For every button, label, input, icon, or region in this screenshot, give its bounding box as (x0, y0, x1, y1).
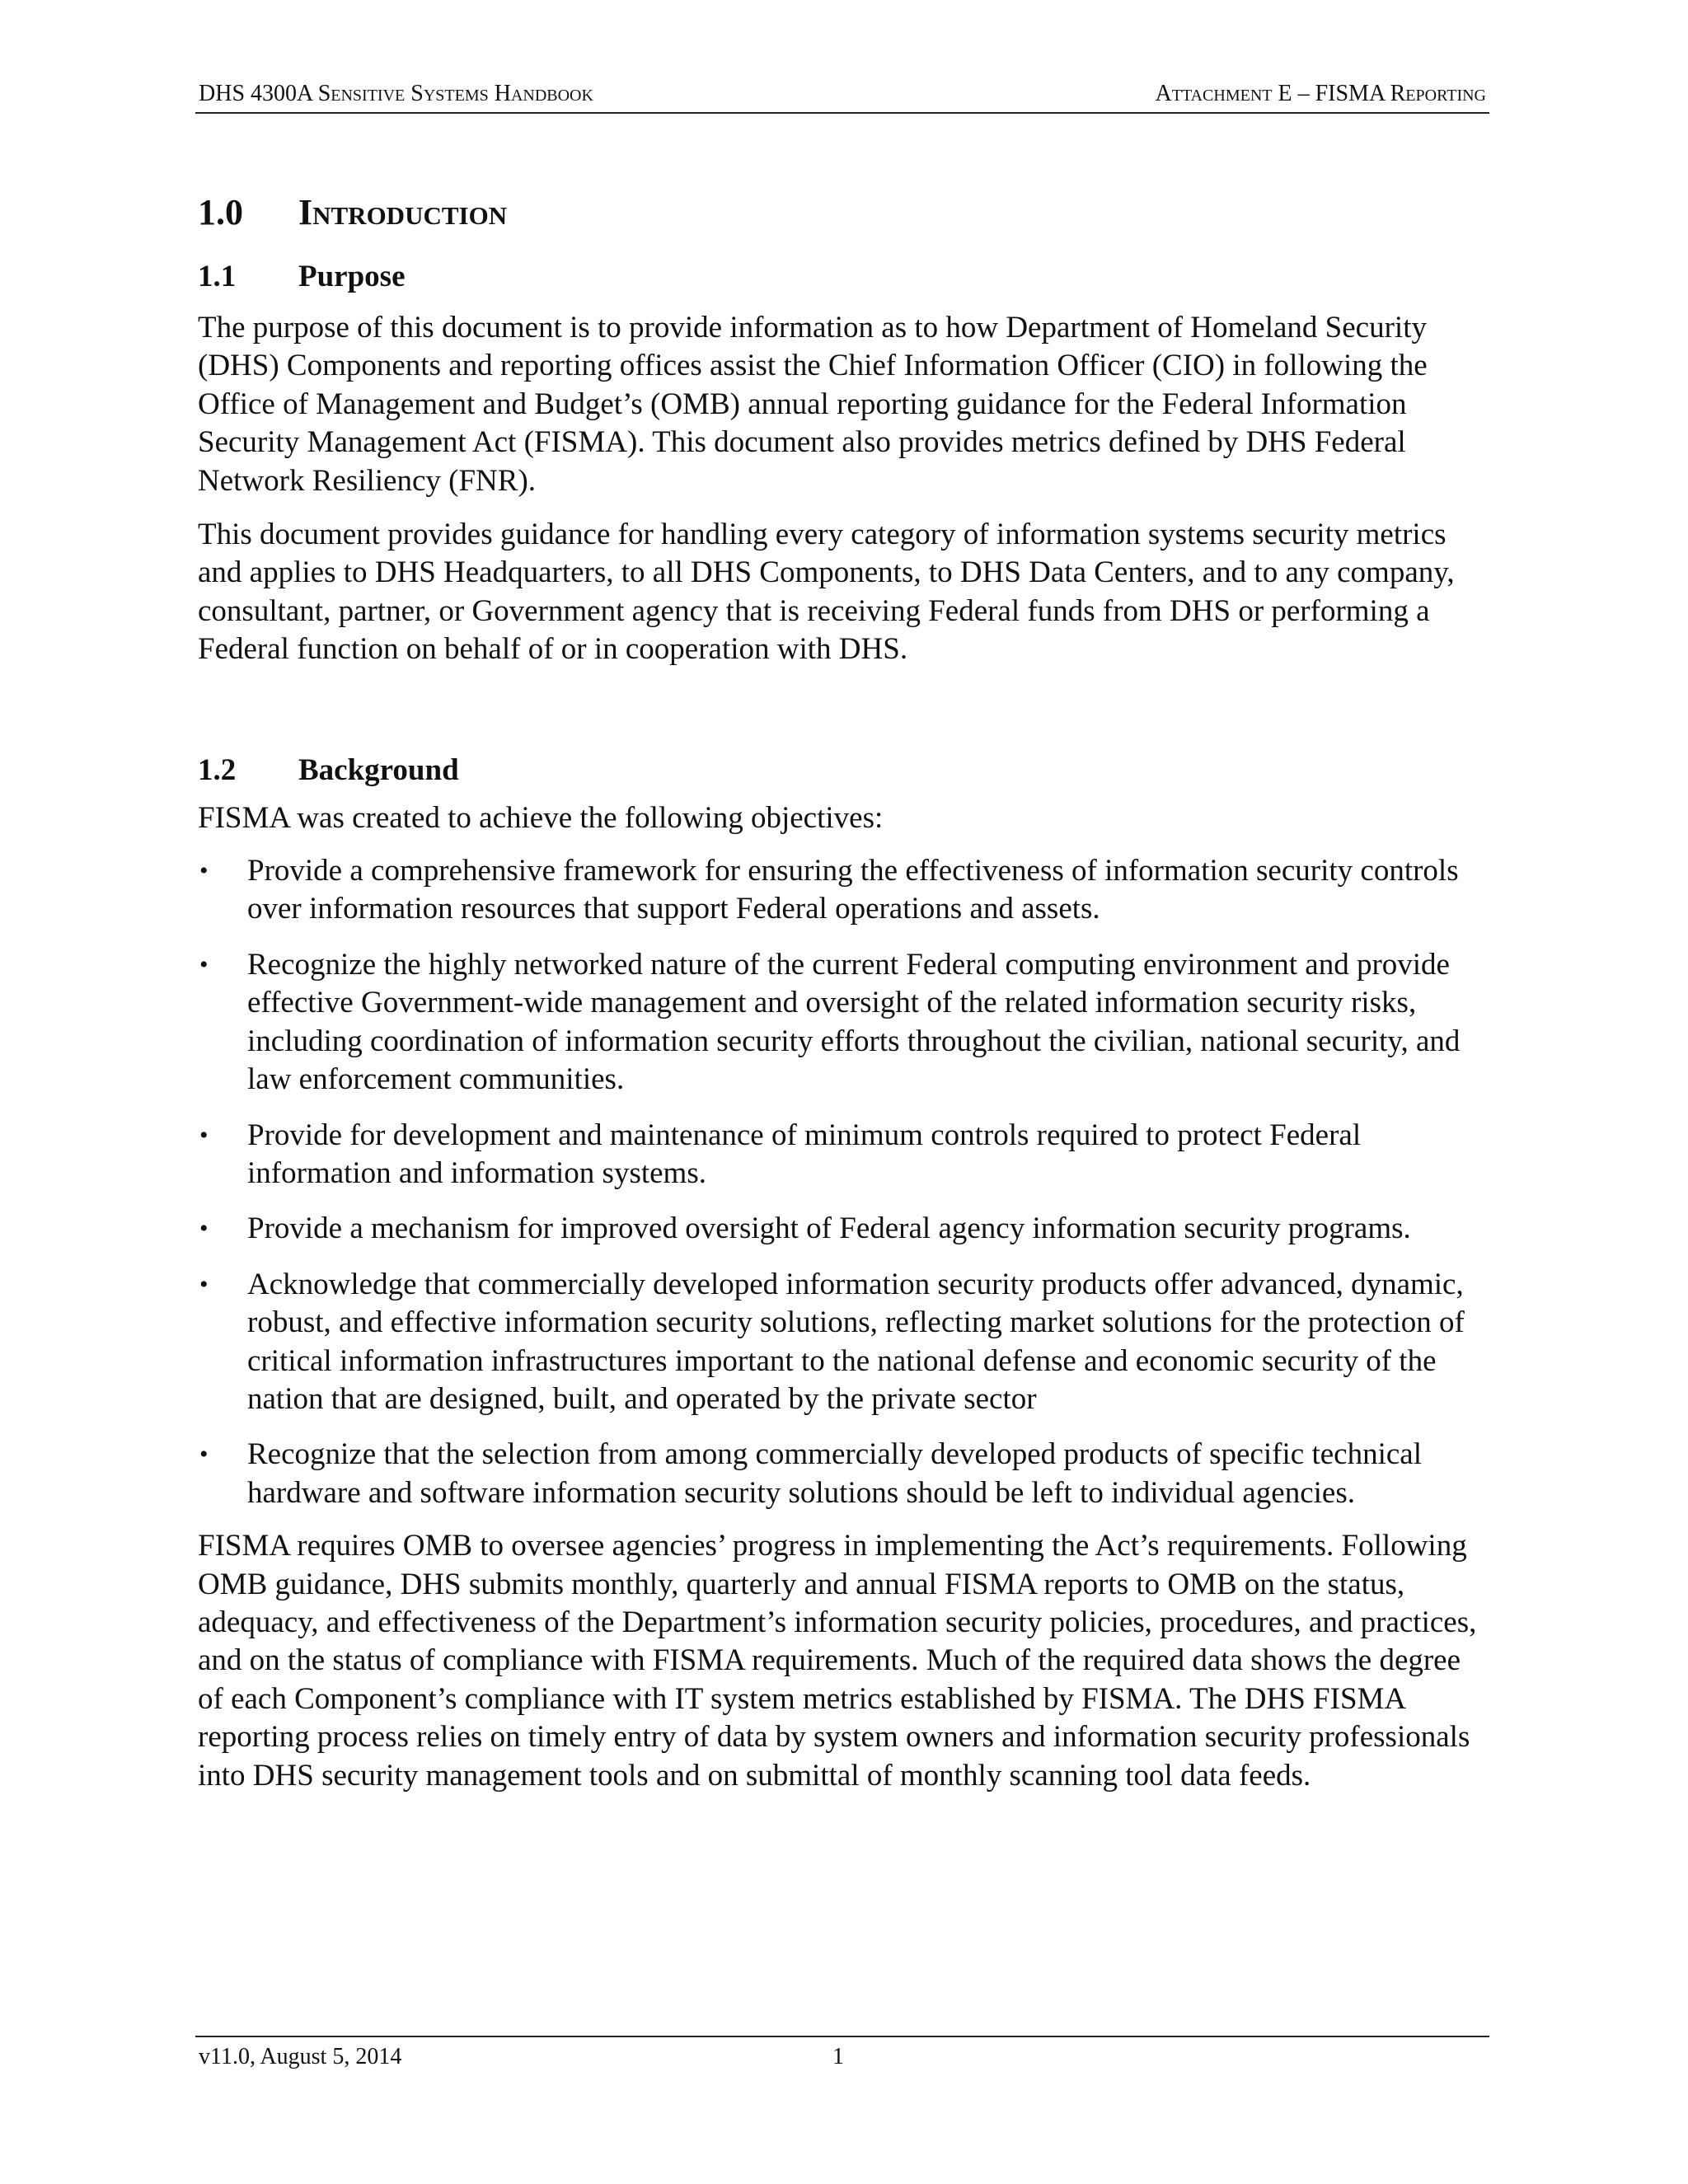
subsection-title: Purpose (298, 260, 406, 293)
background-intro: FISMA was created to achieve the following objectives: (198, 800, 884, 835)
subsection-title: Background (298, 752, 459, 787)
list-item: • Recognize the highly networked nature of the current Federal computing environment and provide effective Government-wide management and oversight of the related information security risks, including coordination of information security efforts throughout the civilian, national security, and law enforcement communities. (199, 947, 1461, 1097)
list-item: • Acknowledge that commercially developed information security products offer advanced, dynamic, robust, and effective information security solutions, reflecting market solutions for the protection of critical information infrastructures important to the national defense and economic security of the nation that are designed, built, and operated by the private sector (199, 1267, 1465, 1416)
bullet-icon: • (199, 857, 209, 885)
footer-version: v11.0, August 5, 2014 (199, 2044, 402, 2069)
header-handbook-title: DHS 4300A Sensitive Systems Handbook (199, 81, 593, 106)
list-item: • Provide a comprehensive framework for ensuring the effectiveness of information security controls over information resources that support Federal operations and assets. (199, 854, 1459, 926)
section-title: Introduction (298, 192, 508, 232)
bullet-icon: • (199, 1121, 209, 1149)
bullet-icon: • (199, 1441, 209, 1469)
section-number: 1.0 (198, 192, 243, 232)
subsection-number: 1.2 (198, 752, 237, 787)
bullet-icon: • (199, 950, 209, 978)
section-heading-introduction (198, 188, 1492, 237)
page-footer (195, 2036, 1489, 2074)
list-item: • Recognize that the selection from among commercially developed products of specific technical hardware and software information security solutions should be left to individual agencies. (199, 1437, 1422, 1510)
subsection-heading-purpose (198, 258, 1492, 296)
bullet-icon: • (199, 1215, 209, 1243)
page-body (198, 188, 1492, 1795)
purpose-paragraph-2: This document provides guidance for handling every category of information systems security metrics and applies to DHS Headquarters, to all DHS Components, to DHS Data Centers, and to any company, consultant, partner, or Government agency that is receiving Federal funds from DHS or performing a Federal function on behalf of or in cooperation with DHS. (198, 518, 1455, 667)
list-item: • Provide for development and maintenance of minimum controls required to protect Federal information and information systems. (199, 1118, 1362, 1190)
purpose-paragraph-1: The purpose of this document is to provide information as to how Department of Homeland Security (DHS) Components and reporting offices assist the Chief Information Officer (CIO) in following the Office of Management and Budget’s (OMB) annual reporting guidance for the Federal Information Security Management Act (FISMA). This document also provides metrics defined by DHS Federal Network Resiliency (FNR). (198, 311, 1428, 498)
page-number: 1 (832, 2044, 844, 2069)
bullet-icon: • (199, 1270, 209, 1298)
background-closing-paragraph: FISMA requires OMB to oversee agencies’ progress in implementing the Act’s requirements. Following OMB guidance, DHS submits monthly, quarterly and annual FISMA reports to OMB on the status, adequacy, and effectiveness of the Department’s information security policies, procedures, and practices, and on the status of compliance with FISMA requirements. Much of the required data shows the degree of each Component’s compliance with IT system metrics established by FISMA. The DHS FISMA reporting process relies on timely entry of data by system owners and information security professionals into DHS security management tools and on submittal of monthly scanning tool data feeds. (198, 1529, 1477, 1793)
objectives-list (198, 852, 1492, 1512)
page-header (195, 81, 1489, 114)
header-attachment-title: Attachment E – FISMA Reporting (1155, 81, 1486, 106)
subsection-heading-background (198, 752, 1492, 790)
subsection-number: 1.1 (198, 260, 237, 293)
list-item: • Provide a mechanism for improved oversight of Federal agency information security programs. (198, 1210, 1492, 1248)
